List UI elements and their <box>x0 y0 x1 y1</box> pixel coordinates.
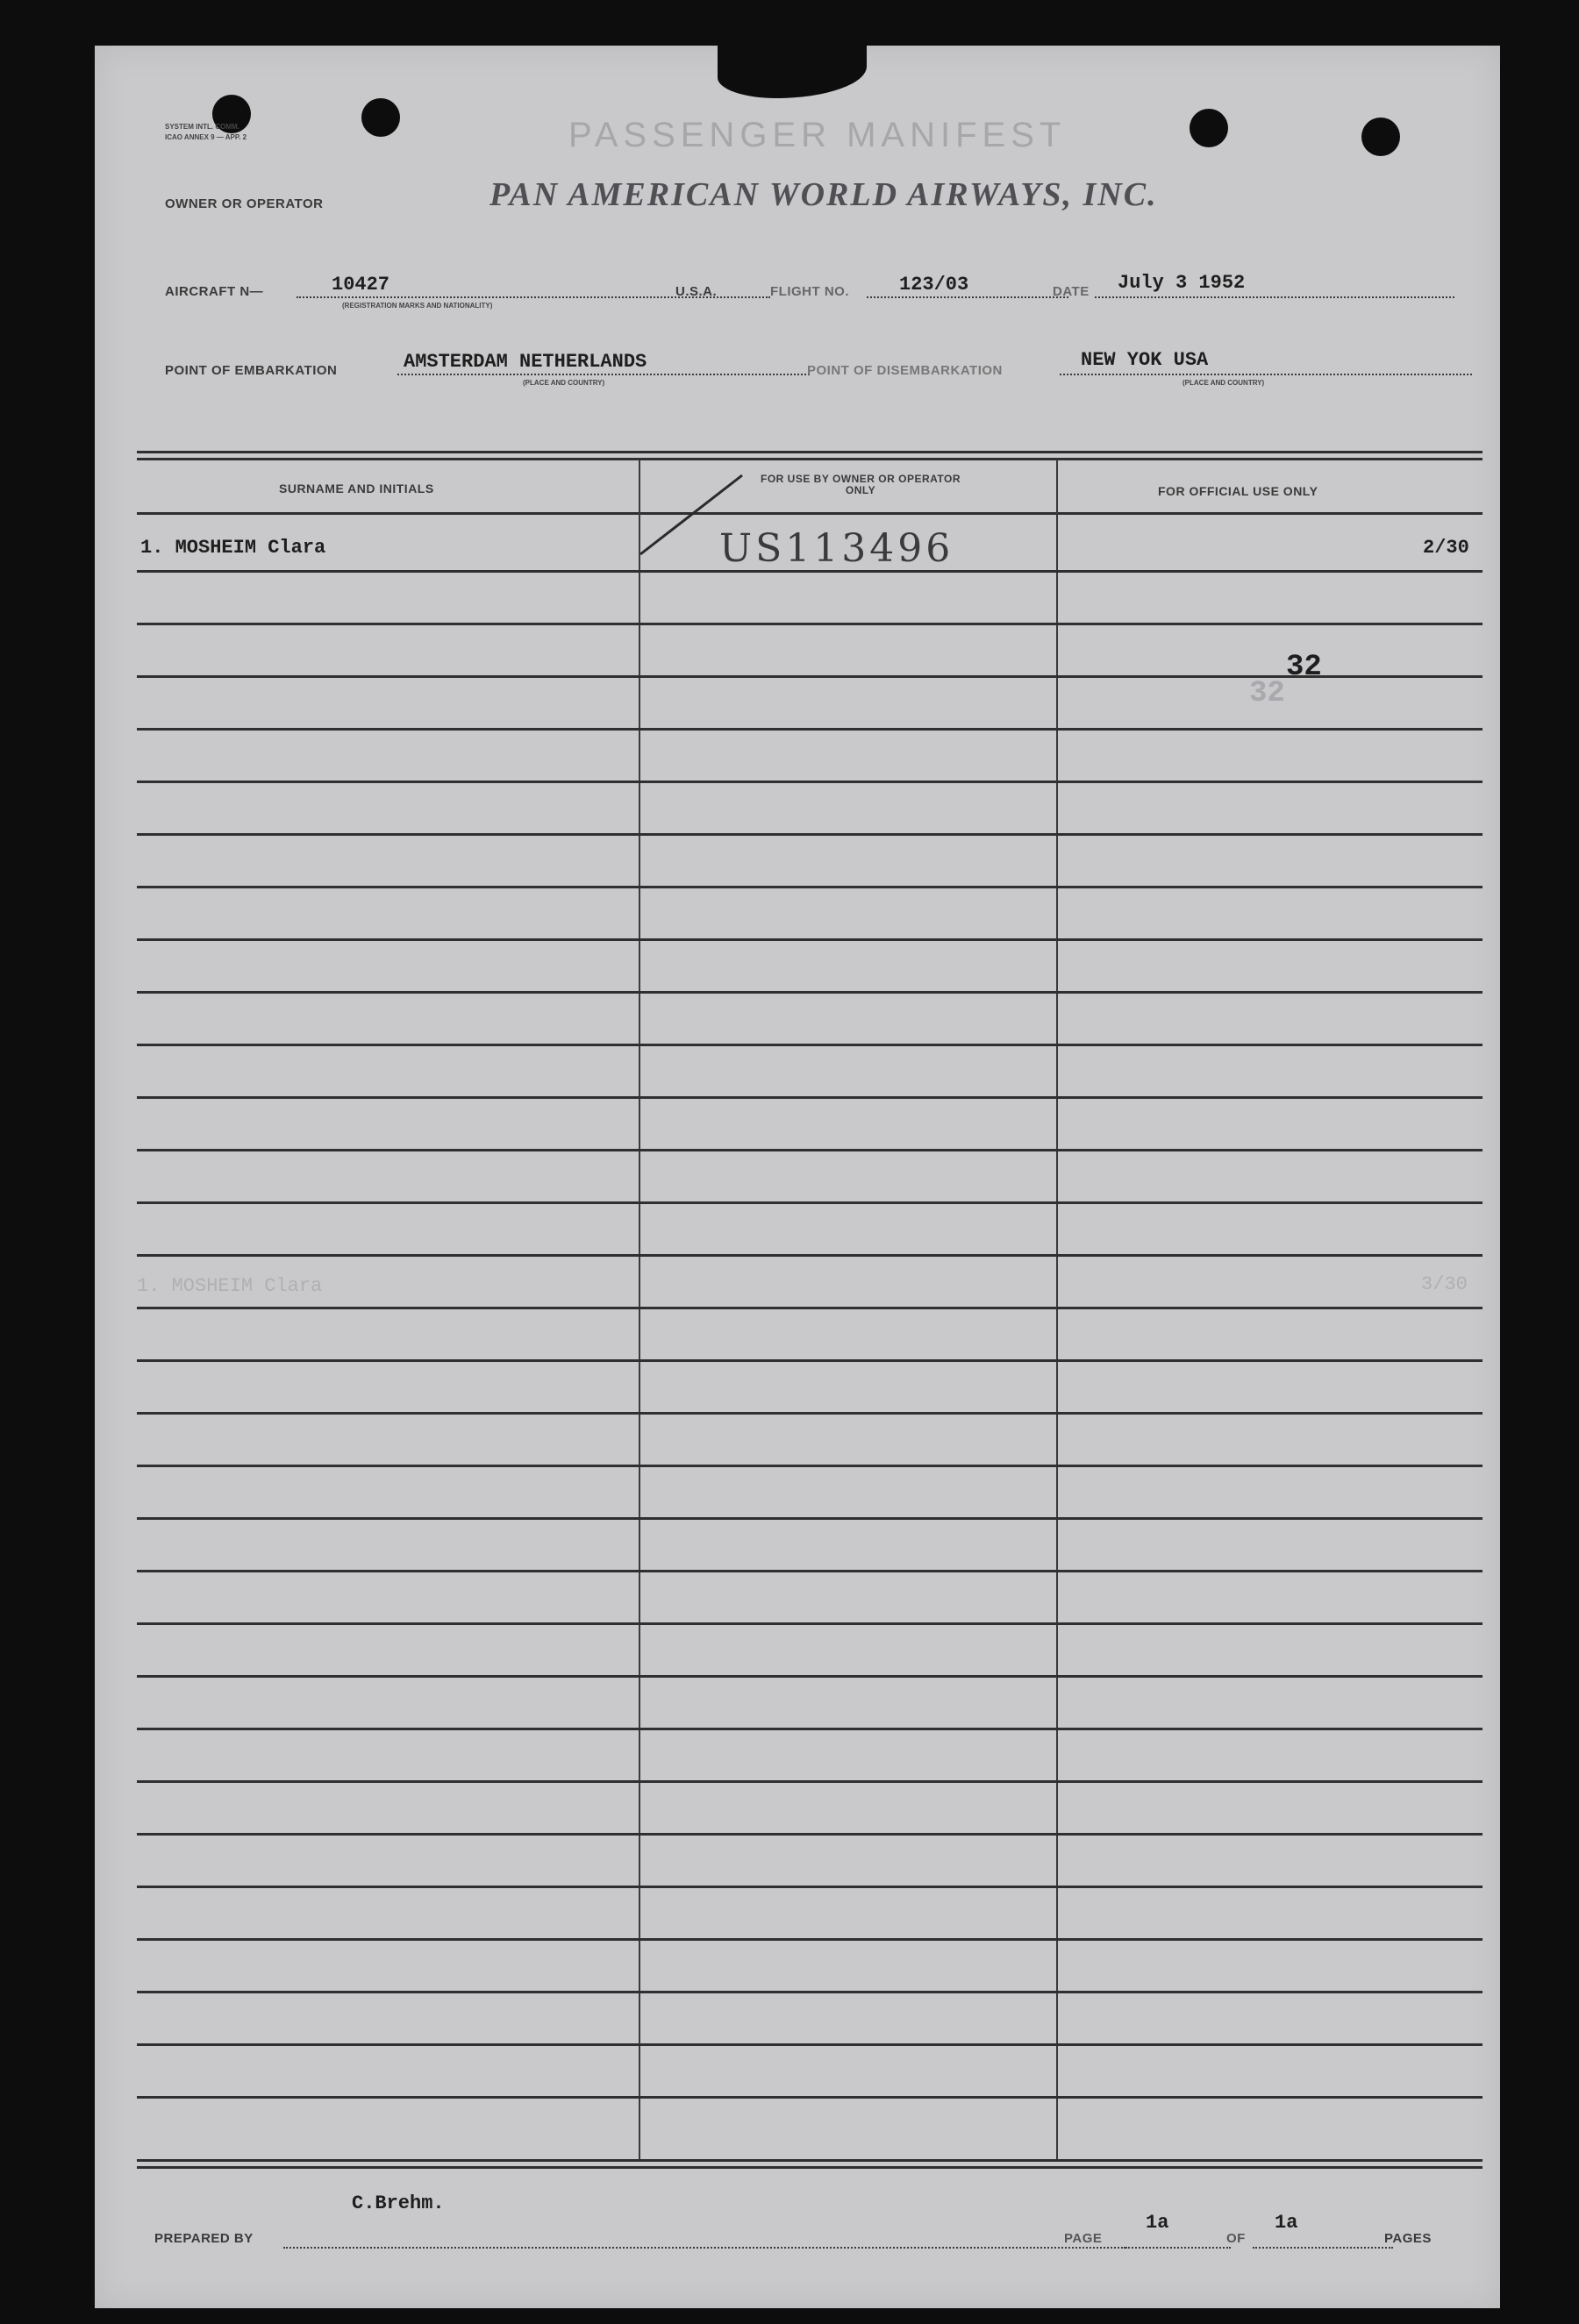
row-line <box>137 1938 1483 1941</box>
torn-notch <box>718 46 867 98</box>
aircraft-value: 10427 <box>332 274 390 296</box>
passenger-name: 1. MOSHEIM Clara <box>140 537 326 559</box>
disembark-label: POINT OF DISEMBARKATION <box>807 363 1003 378</box>
col-surname-header: SURNAME AND INITIALS <box>279 481 434 495</box>
date-value: July 3 1952 <box>1118 272 1246 294</box>
row-line <box>137 938 1483 941</box>
prepared-value: C.Brehm. <box>352 2192 445 2214</box>
row-line <box>137 1359 1483 1362</box>
disembark-hint: (PLACE AND COUNTRY) <box>1182 379 1265 387</box>
conv-label: SYSTEM INTL. COMM. <box>165 123 239 131</box>
row-line <box>137 1149 1483 1151</box>
aircraft-label: AIRCRAFT N— <box>165 284 264 299</box>
flight-line <box>867 296 1068 298</box>
row-line <box>137 1254 1483 1257</box>
prepared-line <box>283 2247 1125 2249</box>
page-label: PAGE <box>1064 2231 1103 2246</box>
flight-label: FLIGHT NO. <box>770 284 849 299</box>
disembark-line <box>1060 374 1472 375</box>
row-line <box>137 623 1483 625</box>
row-line <box>137 1096 1483 1099</box>
row-line <box>137 1517 1483 1520</box>
row-line <box>137 1201 1483 1204</box>
col-divider-2 <box>1056 460 1058 2161</box>
embark-line <box>397 374 810 375</box>
row-line <box>137 1833 1483 1836</box>
row-line <box>137 1675 1483 1678</box>
header-rule-bottom <box>137 512 1483 515</box>
aircraft-hint: (REGISTRATION MARKS AND NATIONALITY) <box>342 302 493 310</box>
row-line <box>137 1412 1483 1415</box>
date-line <box>1095 296 1454 298</box>
row-line <box>137 781 1483 783</box>
pages-line <box>1253 2247 1393 2249</box>
of-label: OF <box>1226 2231 1246 2246</box>
row-line <box>137 1044 1483 1046</box>
pages-label: PAGES <box>1384 2231 1432 2246</box>
header-rule-top-2 <box>137 458 1483 460</box>
flight-value: 123/03 <box>899 274 969 296</box>
embark-hint: (PLACE AND COUNTRY) <box>523 379 605 387</box>
icao-label: ICAO ANNEX 9 — APP. 2 <box>165 133 247 141</box>
header-rule-top <box>137 451 1483 453</box>
row-line <box>137 1780 1483 1783</box>
row-line <box>137 991 1483 994</box>
table-rule-bottom-2 <box>137 2166 1483 2169</box>
stamp-number: 32 <box>1286 651 1322 684</box>
owner-value: PAN AMERICAN WORLD AIRWAYS, INC. <box>489 176 1158 213</box>
row-line <box>137 886 1483 888</box>
row-line <box>137 1465 1483 1467</box>
official-count: 2/30 <box>1423 537 1469 559</box>
row-line <box>137 2096 1483 2099</box>
row-line <box>137 2043 1483 2046</box>
date-label: DATE <box>1053 284 1090 299</box>
table-rule-bottom <box>137 2159 1483 2162</box>
row-line <box>137 728 1483 731</box>
page-value: 1a <box>1146 2212 1169 2234</box>
country-label: U.S.A. <box>675 284 718 299</box>
owner-label: OWNER OR OPERATOR <box>165 196 324 211</box>
ghost-official-count: 3/30 <box>1421 1273 1468 1295</box>
prepared-label: PREPARED BY <box>154 2231 254 2246</box>
disembark-value: NEW YOK USA <box>1081 349 1209 371</box>
punch-hole <box>1361 118 1400 156</box>
row-line <box>137 1622 1483 1625</box>
embark-value: AMSTERDAM NETHERLANDS <box>404 351 647 373</box>
col-official-header: FOR OFFICIAL USE ONLY <box>1158 484 1318 498</box>
row-line <box>137 833 1483 836</box>
col-divider-1 <box>639 460 640 2161</box>
row-line <box>137 1728 1483 1730</box>
owner-note-handwritten: US113496 <box>719 526 954 571</box>
punch-hole <box>361 98 400 137</box>
form-title: PASSENGER MANIFEST <box>568 116 1067 154</box>
row-line <box>137 1886 1483 1888</box>
pages-value: 1a <box>1275 2212 1298 2234</box>
page-line <box>1125 2247 1231 2249</box>
embark-label: POINT OF EMBARKATION <box>165 363 338 378</box>
col-owner-header: FOR USE BY OWNER OR OPERATOR ONLY <box>760 473 961 496</box>
row-line <box>137 1991 1483 1993</box>
check-stroke-icon <box>630 467 753 563</box>
manifest-sheet <box>95 46 1500 2308</box>
punch-hole <box>1190 109 1228 147</box>
stamp-shadow: 32 <box>1249 677 1285 710</box>
ghost-passenger-name: 1. MOSHEIM Clara <box>137 1275 323 1297</box>
row-line <box>137 1570 1483 1572</box>
row-line <box>137 1307 1483 1309</box>
